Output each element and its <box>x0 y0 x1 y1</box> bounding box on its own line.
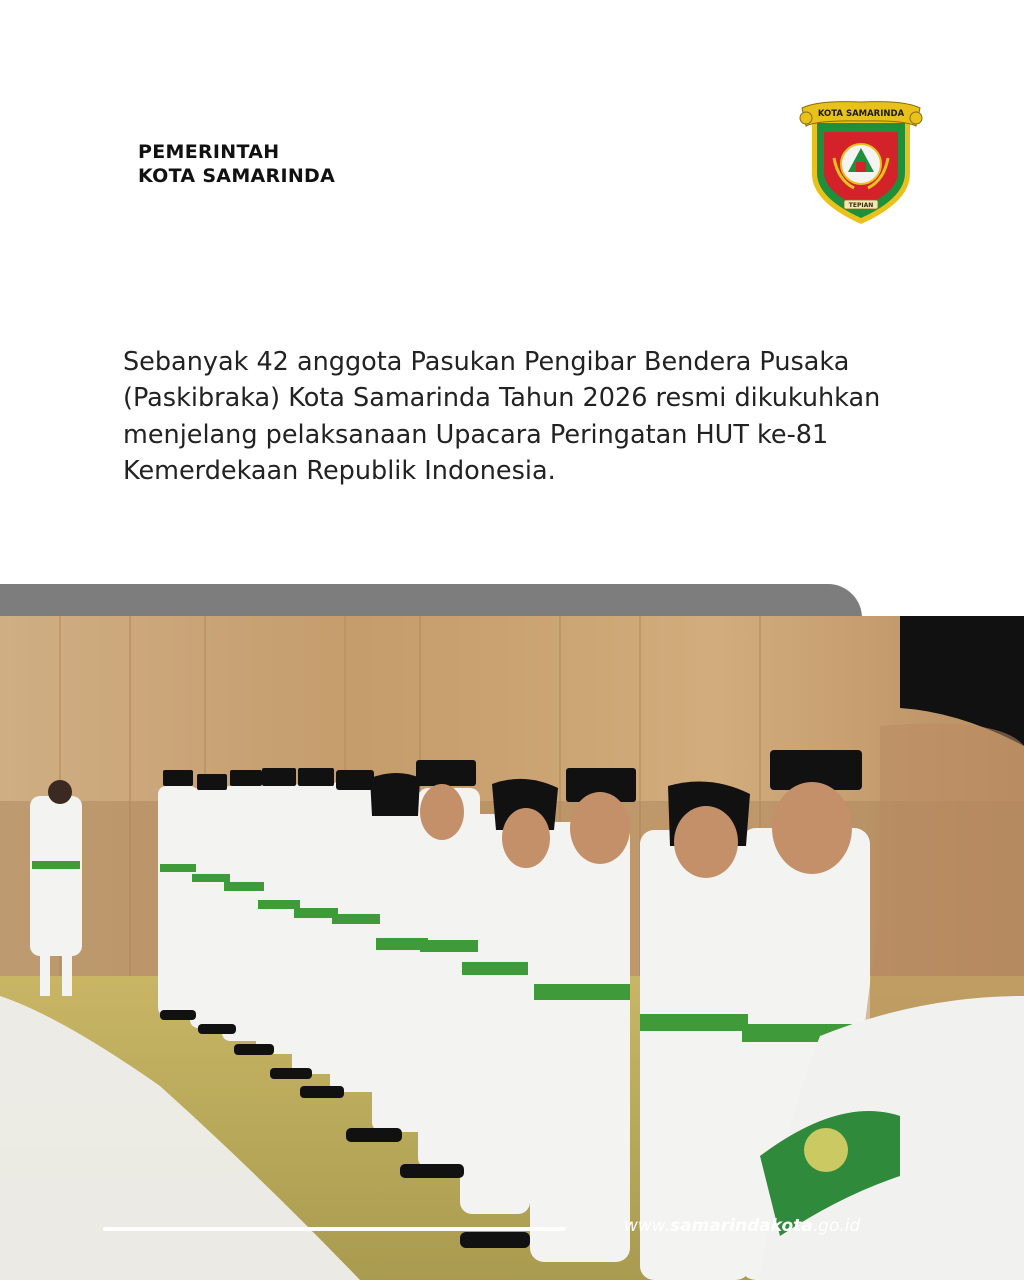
article-body: Sebanyak 42 anggota Pasukan Pengibar Bendera Pusaka (Paskibraka) Kota Samarinda Tahun 2026 resmi dikukuhkan menjelang pelaksanaan Upacara Peringatan HUT ke-81 Kemerdekaan Republik Indonesia. <box>123 347 881 487</box>
url-prefix: www. <box>624 1216 671 1236</box>
url-domain: samarindakota <box>670 1216 813 1236</box>
logo-banner-text: KOTA SAMARINDA <box>817 109 905 119</box>
footer-divider <box>103 1227 566 1231</box>
org-line-1: PEMERINTAH <box>138 141 280 163</box>
paskibraka-salute-photo <box>0 616 1024 1280</box>
kota-samarinda-emblem-icon <box>798 96 924 228</box>
website-url[interactable] <box>624 1216 860 1236</box>
url-suffix: .go.id <box>812 1216 861 1236</box>
logo-motto-text: TEPIAN <box>848 202 874 209</box>
org-line-2: KOTA SAMARINDA <box>138 165 336 187</box>
organization-name <box>138 140 335 188</box>
